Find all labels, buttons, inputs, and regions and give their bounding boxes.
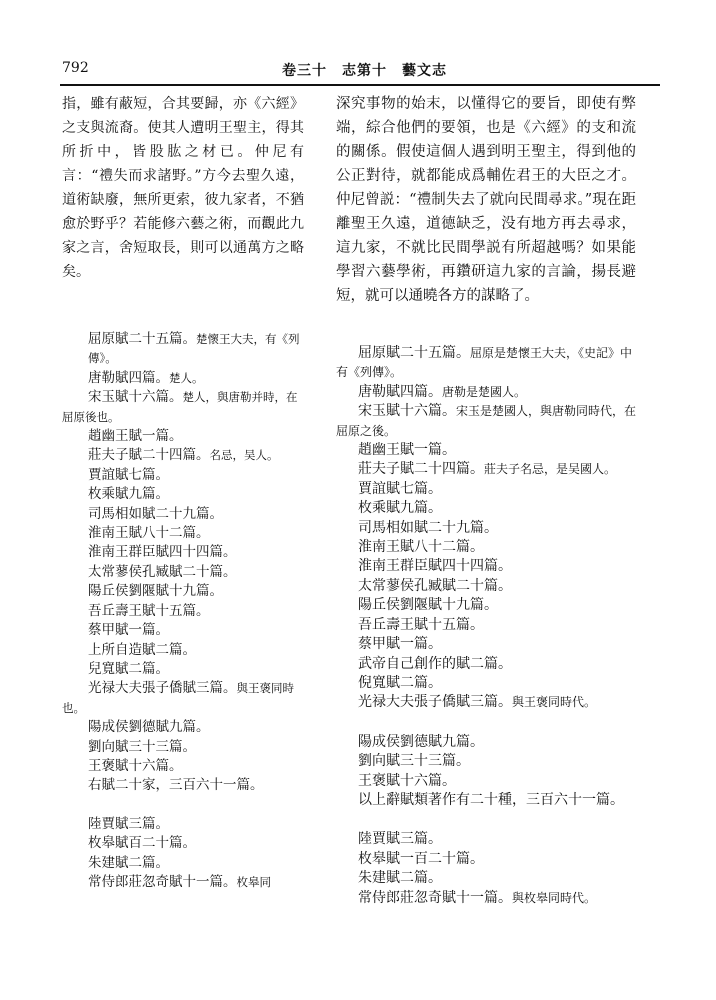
entry-text: 蔡甲賦一篇。 [358,636,442,653]
list-item [336,344,636,383]
entry-text: 陸賈賦三篇。 [358,831,442,848]
list-item [62,621,304,640]
entry-text: 陽丘侯劉隁賦十九篇。 [358,597,498,614]
entry-text: 光禄大夫張子僑賦三篇。 [358,694,512,711]
list-item [62,563,304,582]
list-item [336,480,636,499]
entry-text: 陽成侯劉德賦九篇。 [88,719,210,736]
entry-note: 楚人，與唐勒并時，在屈原後也。 [62,390,298,424]
entry-text: 屈原賦二十五篇。 [88,331,196,347]
list-item [62,427,304,446]
entry-note: 楚人。 [169,370,204,385]
original-text-column [62,92,304,892]
list-item [336,889,636,908]
entry-text: 唐勒賦四篇。 [88,369,169,386]
entry-text: 王褒賦十六篇。 [88,757,183,774]
list-item [336,557,636,576]
entry-text: 宋玉賦十六篇。 [88,389,183,406]
right-entry-list [336,344,636,908]
entry-text: 吾丘壽王賦十五篇。 [88,602,210,619]
entry-note: 屈原是楚懷王大夫，《史記》中有《列傳》。 [336,346,633,380]
entry-text: 司馬相如賦二十九篇。 [358,519,498,536]
entry-text: 枚皋賦百二十篇。 [88,835,196,852]
entry-text: 劉向賦三十三篇。 [88,738,196,755]
entry-note: 與枚皋同時代。 [512,890,597,905]
list-item [62,446,304,465]
list-item [62,505,304,524]
entry-text: 朱建賦二篇。 [88,854,169,871]
list-item [336,752,636,771]
entry-text: 陽丘侯劉隁賦十九篇。 [88,583,223,600]
section-gap [336,713,636,733]
entry-text: 枚乘賦九篇。 [358,500,442,517]
list-item [62,388,304,427]
entry-text: 陽成侯劉德賦九篇。 [358,733,484,750]
entry-text: 劉向賦三十三篇。 [358,753,470,770]
list-item [336,830,636,849]
entry-text: 右賦二十家，三百六十一篇。 [88,777,264,794]
entry-text: 太常蓼侯孔臧賦二十篇。 [358,577,512,594]
entry-text: 枚皋賦一百二十篇。 [358,850,484,867]
section-gap [62,796,304,815]
entry-text: 賈誼賦七篇。 [358,480,442,497]
entry-text: 淮南王群臣賦四十四篇。 [88,544,237,561]
list-item [62,369,304,388]
entry-text: 倪寬賦二篇。 [358,674,442,691]
entry-text: 淮南王賦八十二篇。 [88,525,210,542]
entry-text: 宋玉賦十六篇。 [358,403,456,420]
entry-text: 枚乘賦九篇。 [88,486,169,503]
entry-text: 太常蓼侯孔臧賦二十篇。 [88,563,237,580]
list-item [62,815,304,834]
entry-text: 陸賈賦三篇。 [88,815,169,832]
list-item [336,674,636,693]
entry-note: 楚懷王大夫，有《列傳》。 [88,332,300,366]
entry-text: 趙幽王賦一篇。 [88,428,183,445]
list-item [62,641,304,660]
entry-text: 常侍郎莊忽奇賦十一篇。 [88,873,237,890]
entry-note: 與王褒同時代。 [512,695,597,710]
entry-text: 賈誼賦七篇。 [88,466,169,483]
left-entry-list [62,330,304,892]
entry-text: 常侍郎莊忽奇賦十一篇。 [358,889,512,906]
entry-note: 莊夫子名忌，是吴國人。 [484,462,617,477]
list-item [336,577,636,596]
list-item [62,582,304,601]
list-item [336,460,636,479]
list-item [336,693,636,712]
list-item [336,383,636,402]
section-summary [62,776,304,795]
list-item [62,543,304,562]
list-item [336,596,636,615]
list-item [336,441,636,460]
section-gap [336,810,636,830]
entry-text: 以上辭賦類著作有二十種，三百六十一篇。 [358,791,624,808]
list-item [336,655,636,674]
list-item [62,660,304,679]
entry-note: 枚皋同 [236,874,271,889]
list-item [336,772,636,791]
list-item [62,330,304,369]
list-item [62,679,304,718]
list-item [336,402,636,441]
entry-text: 王褒賦十六篇。 [358,772,456,789]
list-item [62,873,304,892]
entry-text: 趙幽王賦一篇。 [358,442,456,459]
list-item [336,635,636,654]
list-item [62,718,304,737]
header-rule [60,84,660,86]
entry-text: 莊夫子賦二十四篇。 [358,461,484,478]
section-summary [336,791,636,810]
right-paragraph: 深究事物的始末，以懂得它的要旨，即使有弊端，綜合他們的要領，也是《六經》的支和流的關係。假使這個人遇到明王聖主，得到他的公正對待，就都能成爲輔佐君王的大臣之才。仲尼曾説：“禮制失去了就向民間尋求。”現在距離聖王久遠，道德缺乏，没有地方再去尋求，這九家，不就比民間學説有所超越嗎？如果能學習六藝學術，再鑽研這九家的言論，揚長避短，就可以通曉各方的謀略了。 [336,96,636,304]
left-paragraph: 指，雖有蔽短，合其要歸，亦《六經》之支與流裔。使其人遭明王聖主，得其所折中，皆股肱之材已。仲尼有言：“禮失而求諸野。”方今去聖久遠，道術缺廢，無所更索，彼九家者，不猶愈於野乎？若能修六藝之術，而觀此九家之言，舍短取長，則可以通萬方之略矣。 [62,96,304,280]
list-item [62,854,304,873]
entry-note: 唐勒是楚國人。 [442,384,527,399]
entry-text: 司馬相如賦二十九篇。 [88,505,223,522]
list-item [62,834,304,853]
entry-text: 蔡甲賦一篇。 [88,622,169,639]
entry-note: 名忌，吴人。 [209,448,279,463]
list-item [62,602,304,621]
entry-text: 兒寬賦二篇。 [88,660,169,677]
list-item [336,733,636,752]
entry-text: 淮南王群臣賦四十四篇。 [358,558,512,575]
list-item [62,757,304,776]
entry-text: 莊夫子賦二十四篇。 [88,447,210,464]
list-item [336,519,636,538]
list-item [62,485,304,504]
entry-text: 淮南王賦八十二篇。 [358,539,484,556]
list-item [62,738,304,757]
entry-note: 與王褒同時也。 [62,681,294,715]
entry-text: 吾丘壽王賦十五篇。 [358,616,484,633]
list-item [336,616,636,635]
list-item [336,538,636,557]
entry-note: 宋玉是楚國人，與唐勒同時代，在屈原之後。 [336,404,637,438]
list-item [62,524,304,543]
entry-text: 上所自造賦二篇。 [88,641,196,658]
entry-text: 光禄大夫張子僑賦三篇。 [88,680,237,697]
list-item [336,869,636,888]
list-item [336,499,636,518]
entry-text: 唐勒賦四篇。 [358,383,442,400]
entry-text: 屈原賦二十五篇。 [358,345,470,361]
list-item [336,850,636,869]
running-title: 卷三十 志第十 藝文志 [282,63,447,79]
list-item [62,466,304,485]
page-number: 792 [62,60,89,76]
entry-text: 武帝自己創作的賦二篇。 [358,655,512,672]
translation-column [336,92,636,908]
entry-text: 朱建賦二篇。 [358,870,442,887]
